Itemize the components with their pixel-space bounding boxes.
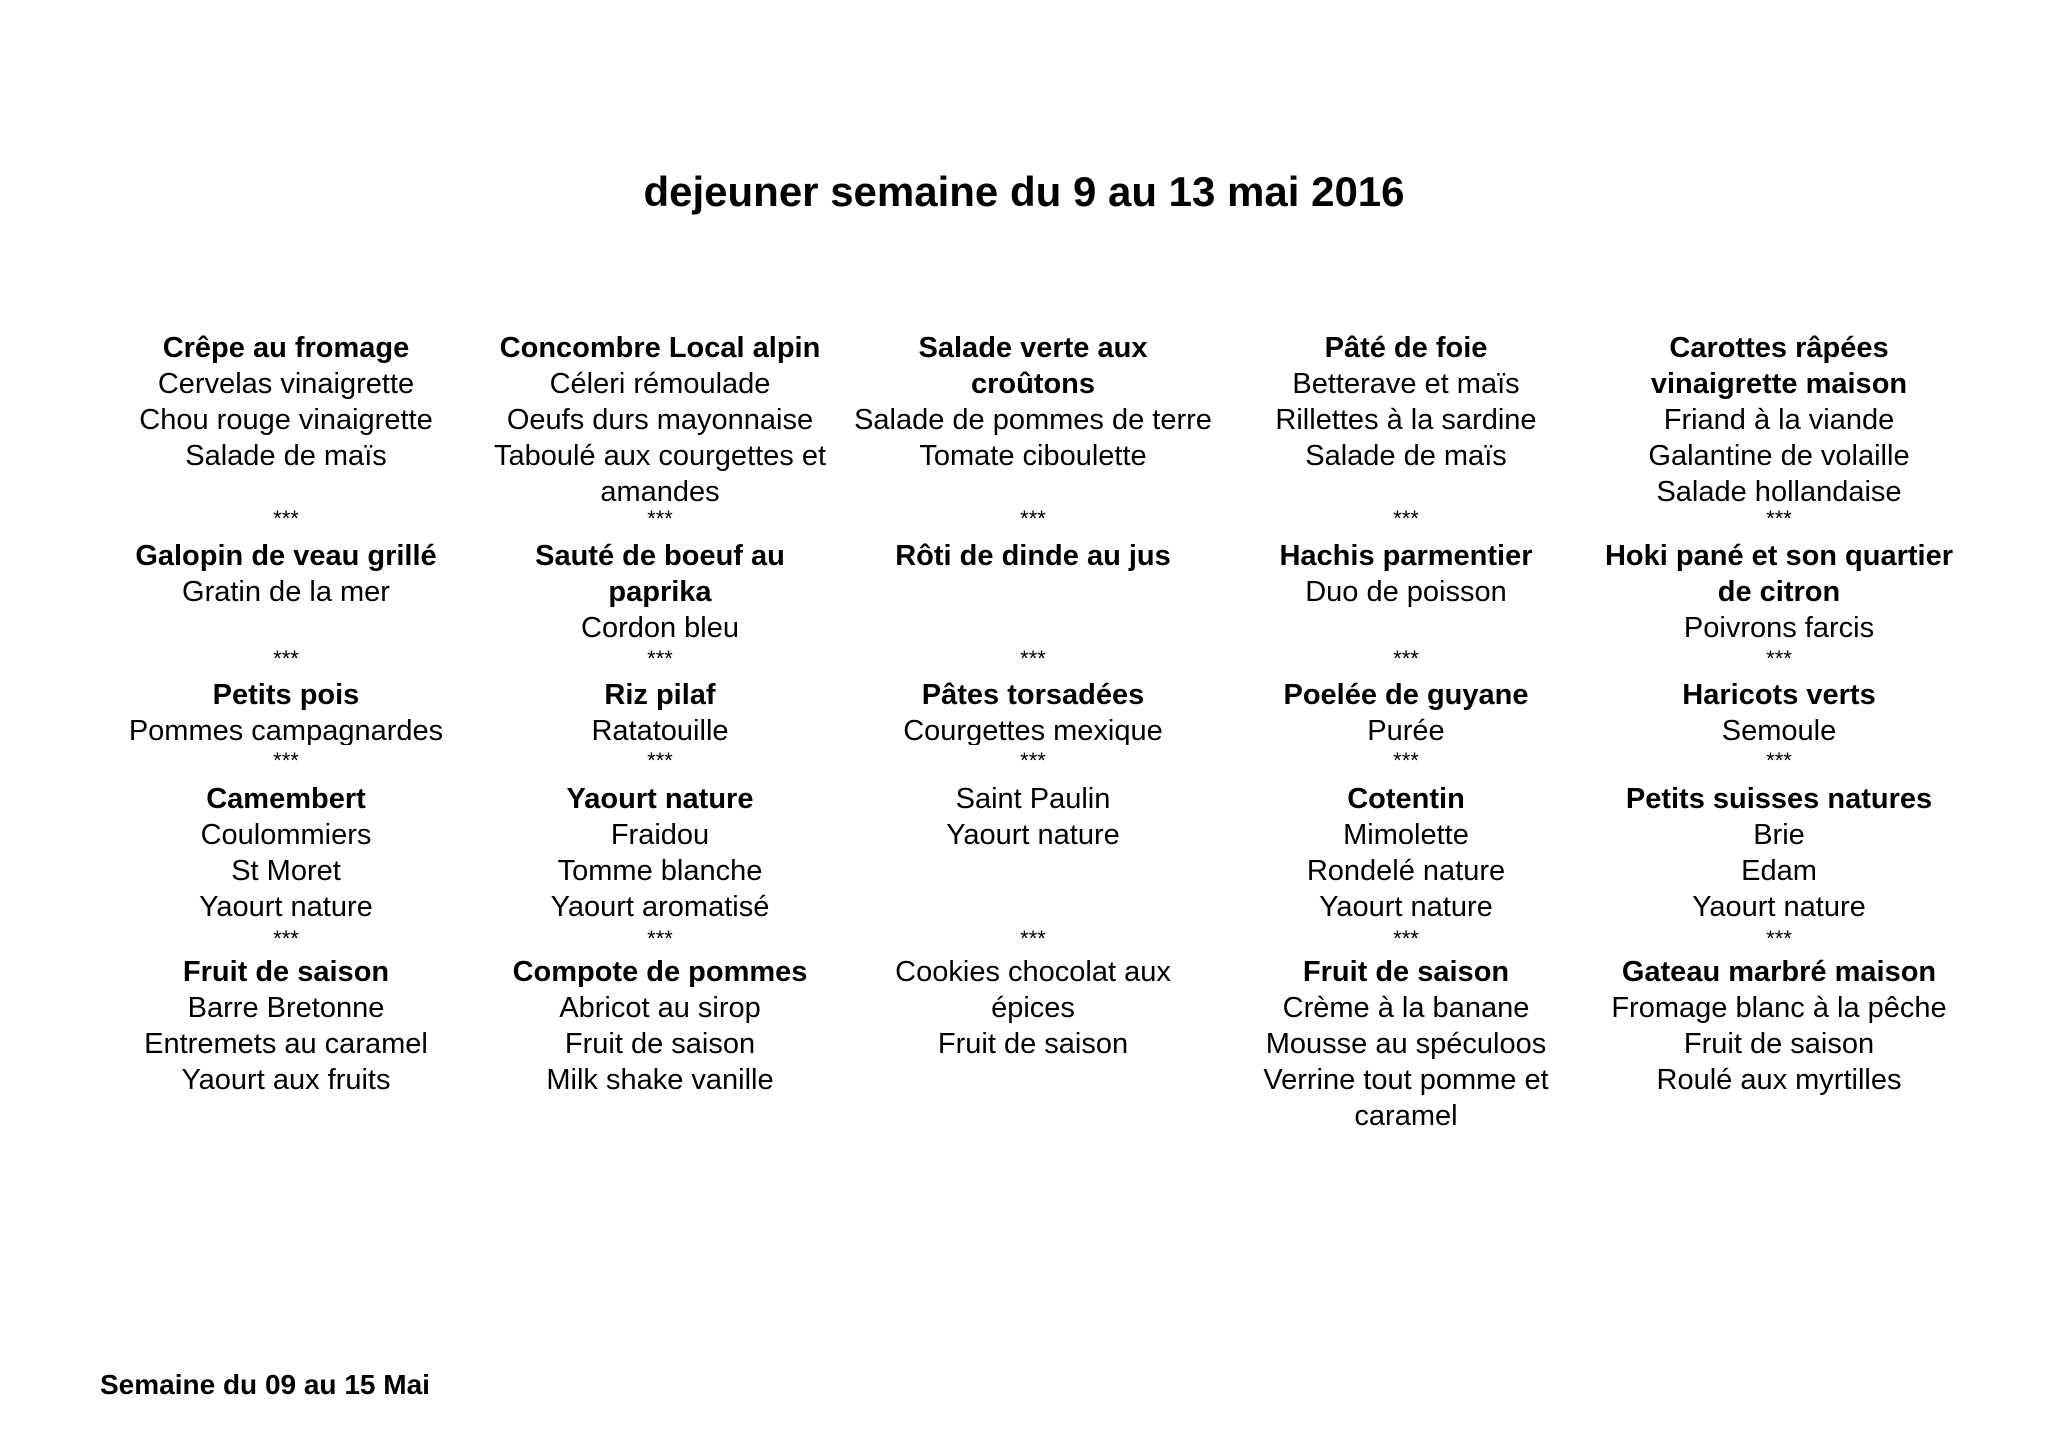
course-entree <box>480 330 840 508</box>
dish-main: Concombre Local alpin <box>499 332 821 364</box>
dish-main: Galopin de veau grillé <box>135 540 437 572</box>
dish-alternative: Brie <box>1753 819 1805 851</box>
course-dessert <box>106 954 466 1134</box>
course-plat <box>106 538 466 658</box>
course-separator: *** <box>1766 506 1792 531</box>
dish-main: Pâtes torsadées <box>921 679 1145 711</box>
dish-main: Hoki pané et son quartier de citron <box>1604 540 1954 608</box>
dish-alternative: Céleri rémoulade <box>549 368 771 400</box>
dish-alternative: Taboulé aux courgettes et amandes <box>493 440 827 508</box>
dish-main: Crêpe au fromage <box>162 332 410 364</box>
dish-alternative: Fruit de saison <box>1683 1028 1875 1060</box>
dish-alternative: Yaourt nature <box>1319 891 1493 923</box>
dish-alternative: Cookies chocolat aux épices <box>895 956 1171 1024</box>
course-dessert <box>1226 954 1586 1134</box>
dish-alternative: Purée <box>1367 715 1445 745</box>
dish-alternative: Crème à la banane <box>1282 992 1530 1024</box>
page-title: dejeuner semaine du 9 au 13 mai 2016 <box>643 168 1405 215</box>
course-laitage <box>853 781 1213 926</box>
dish-alternative: Gratin de la mer <box>182 576 390 608</box>
dish-alternative: Yaourt nature <box>199 891 373 923</box>
dish-alternative: Entremets au caramel <box>144 1028 428 1060</box>
dish-alternative: Poivrons farcis <box>1683 612 1875 644</box>
dish-main: Carottes râpées vinaigrette maison <box>1650 332 1908 400</box>
dish-alternative: Yaourt nature <box>946 819 1120 851</box>
course-separator: *** <box>1766 748 1792 773</box>
dish-alternative: Rondelé nature <box>1306 855 1506 887</box>
dish-main: Salade verte aux croûtons <box>918 332 1148 400</box>
dish-alternative: Tomme blanche <box>557 855 763 887</box>
dish-alternative: Yaourt aux fruits <box>181 1064 391 1096</box>
course-separator: *** <box>273 646 299 671</box>
dish-alternative: Rillettes à la sardine <box>1275 404 1537 436</box>
dish-main: Fruit de saison <box>1302 956 1510 988</box>
course-separator: *** <box>1020 926 1046 951</box>
dish-alternative: Coulommiers <box>200 819 372 851</box>
dish-alternative: Mimolette <box>1343 819 1469 851</box>
course-separator: *** <box>647 748 673 773</box>
course-laitage <box>106 781 466 926</box>
dish-main: Petits suisses natures <box>1625 783 1933 815</box>
course-separator: *** <box>647 646 673 671</box>
course-separator: *** <box>1766 926 1792 951</box>
dish-main: Sauté de boeuf au paprika <box>535 540 785 608</box>
course-plat <box>1226 538 1586 658</box>
course-laitage <box>1599 781 1959 926</box>
course-dessert <box>853 954 1213 1134</box>
dish-alternative: St Moret <box>231 855 341 887</box>
dish-alternative: Oeufs durs mayonnaise <box>506 404 814 436</box>
course-entree <box>1599 330 1959 508</box>
dish-alternative: Betterave et maïs <box>1292 368 1520 400</box>
dish-alternative: Fruit de saison <box>564 1028 756 1060</box>
dish-alternative: Abricot au sirop <box>559 992 761 1024</box>
dish-alternative: Yaourt aromatisé <box>550 891 770 923</box>
dish-main: Pâté de foie <box>1324 332 1488 364</box>
course-separator: *** <box>647 926 673 951</box>
dish-main: Rôti de dinde au jus <box>895 540 1171 572</box>
dish-main: Camembert <box>206 783 366 815</box>
course-separator: *** <box>1020 748 1046 773</box>
course-garniture <box>1599 677 1959 745</box>
dish-main: Riz pilaf <box>604 679 716 711</box>
course-dessert <box>480 954 840 1134</box>
dish-alternative: Galantine de volaille <box>1648 440 1910 472</box>
course-separator: *** <box>273 748 299 773</box>
dish-alternative: Cordon bleu <box>581 612 739 644</box>
dish-alternative: Barre Bretonne <box>187 992 385 1024</box>
dish-main: Petits pois <box>212 679 360 711</box>
dish-alternative: Chou rouge vinaigrette <box>139 404 433 436</box>
course-garniture <box>1226 677 1586 745</box>
dish-alternative: Edam <box>1741 855 1817 887</box>
course-separator: *** <box>1393 926 1419 951</box>
dish-alternative: Roulé aux myrtilles <box>1656 1064 1902 1096</box>
dish-alternative: Milk shake vanille <box>546 1064 774 1096</box>
dish-alternative: Saint Paulin <box>955 783 1111 815</box>
dish-main: Hachis parmentier <box>1279 540 1533 572</box>
course-garniture <box>853 677 1213 745</box>
course-garniture <box>480 677 840 745</box>
dish-alternative: Friand à la viande <box>1663 404 1895 436</box>
course-entree <box>1226 330 1586 508</box>
dish-main: Haricots verts <box>1682 679 1876 711</box>
dish-main: Poelée de guyane <box>1283 679 1529 711</box>
dish-alternative: Yaourt nature <box>1692 891 1866 923</box>
course-separator: *** <box>1393 748 1419 773</box>
dish-alternative: Duo de poisson <box>1305 576 1507 608</box>
course-separator: *** <box>1766 646 1792 671</box>
course-plat <box>480 538 840 658</box>
course-dessert <box>1599 954 1959 1134</box>
dish-alternative: Salade de pommes de terre <box>854 404 1212 436</box>
dish-main: Fruit de saison <box>182 956 390 988</box>
course-separator: *** <box>1393 506 1419 531</box>
dish-main: Gateau marbré maison <box>1621 956 1937 988</box>
course-separator: *** <box>273 506 299 531</box>
dish-alternative: Tomate ciboulette <box>919 440 1147 472</box>
course-separator: *** <box>647 506 673 531</box>
course-laitage <box>480 781 840 926</box>
dish-alternative: Salade de maïs <box>185 440 387 472</box>
course-plat <box>853 538 1213 658</box>
dish-alternative: Pommes campagnardes <box>128 715 444 745</box>
course-separator: *** <box>1393 646 1419 671</box>
course-laitage <box>1226 781 1586 926</box>
dish-alternative: Verrine tout pomme et caramel <box>1263 1064 1549 1132</box>
dish-alternative: Fromage blanc à la pêche <box>1611 992 1947 1024</box>
course-separator: *** <box>1020 506 1046 531</box>
course-garniture <box>106 677 466 745</box>
dish-main: Yaourt nature <box>566 783 754 815</box>
dish-alternative: Salade hollandaise <box>1656 476 1902 508</box>
course-plat <box>1599 538 1959 658</box>
dish-alternative: Mousse au spéculoos <box>1265 1028 1547 1060</box>
dish-main: Compote de pommes <box>512 956 808 988</box>
dish-alternative: Semoule <box>1721 715 1837 745</box>
dish-main: Cotentin <box>1347 783 1465 815</box>
dish-alternative: Fruit de saison <box>937 1028 1129 1060</box>
course-entree <box>853 330 1213 508</box>
course-entree <box>106 330 466 508</box>
dish-alternative: Courgettes mexique <box>903 715 1163 745</box>
course-separator: *** <box>273 926 299 951</box>
dish-alternative: Ratatouille <box>591 715 729 745</box>
footer-week-label: Semaine du 09 au 15 Mai <box>100 1369 430 1400</box>
dish-alternative: Salade de maïs <box>1305 440 1507 472</box>
dish-alternative: Cervelas vinaigrette <box>157 368 415 400</box>
dish-alternative: Fraidou <box>610 819 710 851</box>
course-separator: *** <box>1020 646 1046 671</box>
